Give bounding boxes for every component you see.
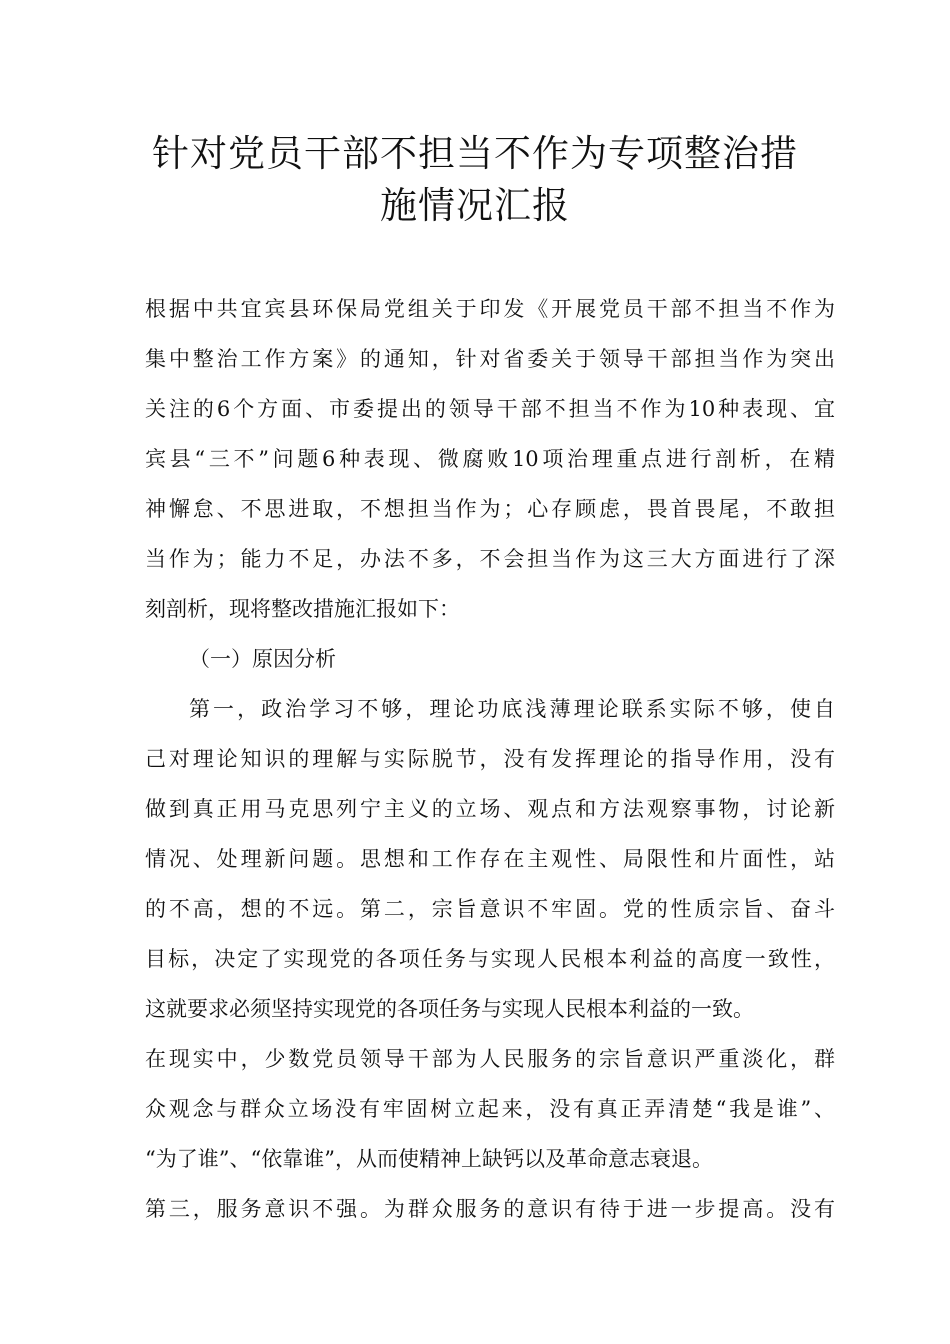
- body-line-13: 的不高，想的不远。第二，宗旨意识不牢固。党的性质宗旨、奋斗: [145, 897, 835, 921]
- body-line-7: 刻剖析，现将整改措施汇报如下：: [145, 597, 460, 621]
- title-line-2: 施情况汇报: [380, 184, 570, 227]
- body-line-11: 做到真正用马克思列宁主义的立场、观点和方法观察事物，讨论新: [145, 797, 835, 821]
- document-title: [120, 128, 830, 232]
- body-line-14: 目标，决定了实现党的各项任务与实现人民根本利益的高度一致性，: [145, 947, 835, 971]
- body-line-17: 众观念与群众立场没有牢固树立起来，没有真正弄清楚“我是谁”、: [145, 1097, 835, 1121]
- body-line-16: 在现实中，少数党员领导干部为人民服务的宗旨意识严重淡化，群: [145, 1047, 835, 1071]
- body-line-3: 关注的6个方面、市委提出的领导干部不担当不作为10种表现、宜: [145, 397, 835, 421]
- title-line-1: 针对党员干部不担当不作为专项整治措: [152, 132, 798, 175]
- body-line-9: 第一，政治学习不够，理论功底浅薄理论联系实际不够，使自: [189, 697, 835, 721]
- body-line-12: 情况、处理新问题。思想和工作存在主观性、局限性和片面性，站: [145, 847, 835, 871]
- body-line-18: “为了谁”、“依靠谁”，从而使精神上缺钙以及革命意志衰退。: [145, 1147, 713, 1171]
- section-heading-cause-analysis: （一）原因分析: [189, 647, 336, 671]
- body-line-4: 宾县“三不”问题6种表现、微腐败10项治理重点进行剖析，在精: [145, 447, 835, 471]
- body-line-2: 集中整治工作方案》的通知，针对省委关于领导干部担当作为突出: [145, 347, 835, 371]
- body-line-19: 第三，服务意识不强。为群众服务的意识有待于进一步提高。没有: [145, 1197, 835, 1221]
- body-line-1: 根据中共宜宾县环保局党组关于印发《开展党员干部不担当不作为: [145, 297, 835, 321]
- body-line-10: 己对理论知识的理解与实际脱节，没有发挥理论的指导作用，没有: [145, 747, 835, 771]
- body-line-5: 神懈怠、不思进取，不想担当作为；心存顾虑，畏首畏尾，不敢担: [145, 497, 835, 521]
- body-line-15: 这就要求必须坚持实现党的各项任务与实现人民根本利益的一致。: [145, 997, 754, 1021]
- document-body: [145, 284, 835, 1234]
- body-line-6: 当作为；能力不足，办法不多，不会担当作为这三大方面进行了深: [145, 547, 835, 571]
